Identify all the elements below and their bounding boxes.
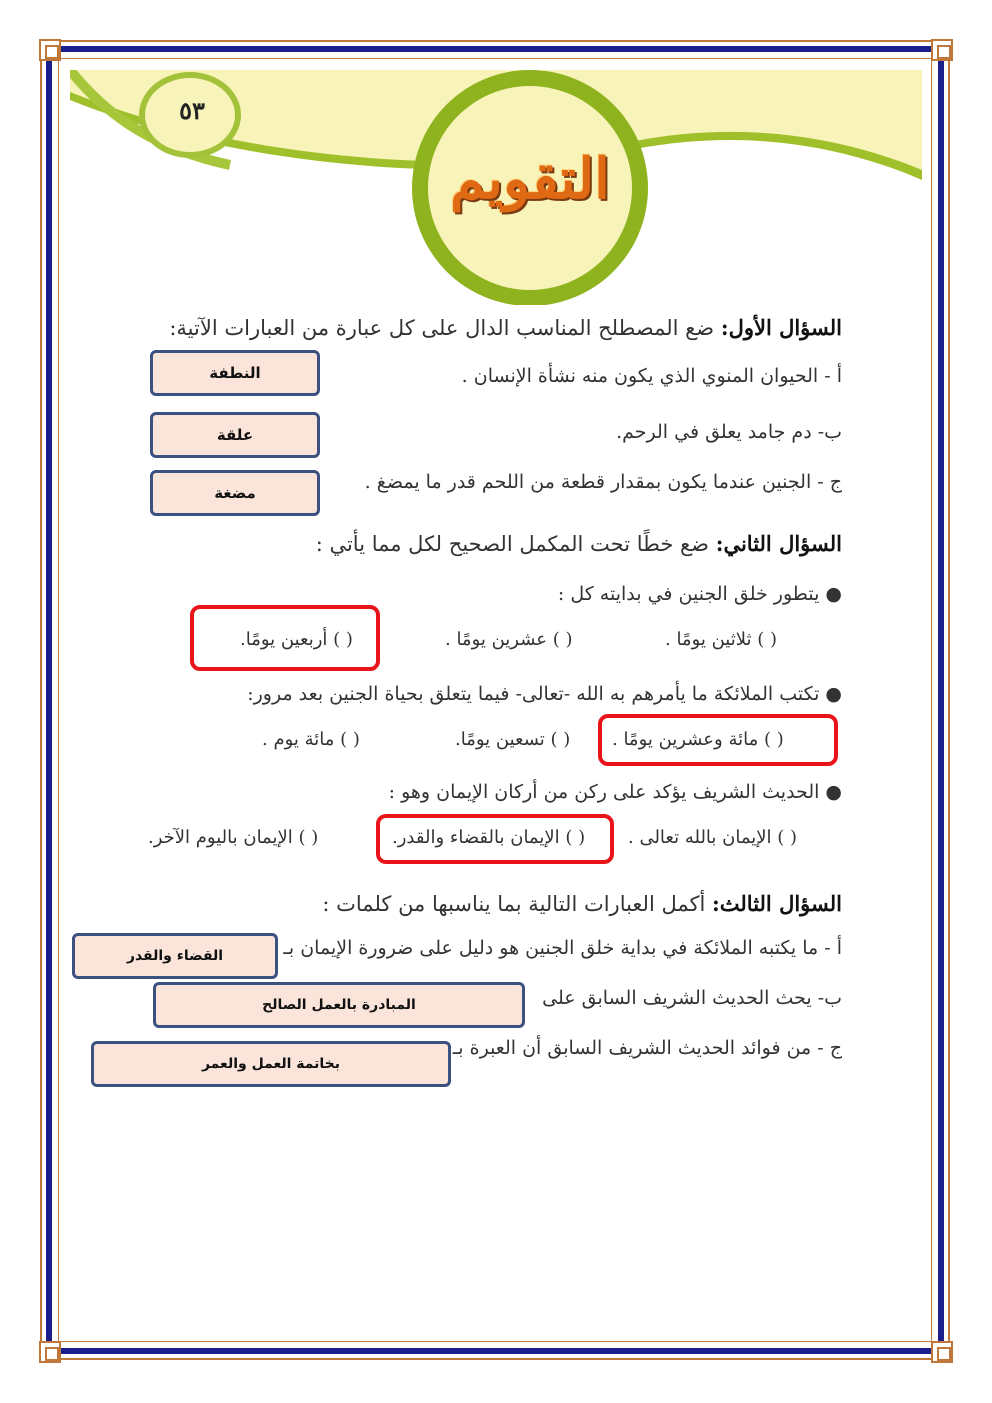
q1-item-c: ج - الجنين عندما يكون بمقدار قطعة من اللحم قدر ما يمضغ .: [364, 471, 842, 493]
q1-item-b: ب- دم جامد يعلق في الرحم.: [616, 421, 842, 443]
q2-item-2-stem: ● تكتب الملائكة ما يأمرهم به الله -تعالى- فيما يتعلق بحياة الجنين بعد مرور:: [247, 683, 842, 705]
q2-item-3-option-3[interactable]: ( ) الإيمان باليوم الآخر.: [148, 827, 319, 848]
page-title: التقويم: [450, 146, 610, 212]
answer-box-q1-c[interactable]: مضغة: [150, 470, 320, 516]
q2-item-1-option-1[interactable]: ( ) ثلاثين يومًا .: [665, 629, 777, 650]
answer-box-q1-b[interactable]: علقة: [150, 412, 320, 458]
q1-label: السؤال الأول:: [720, 315, 842, 340]
answer-box-q3-a[interactable]: القضاء والقدر: [72, 933, 278, 979]
selected-answer-highlight-q2-3: [376, 814, 614, 864]
q3-item-b: ب- يحث الحديث الشريف السابق على: [542, 987, 842, 1009]
q3-label: السؤال الثالث:: [712, 891, 842, 916]
q2-item-1-stem: ● يتطور خلق الجنين في بدايته كل :: [557, 583, 842, 605]
answer-box-q3-c[interactable]: بخاتمة العمل والعمر: [91, 1041, 451, 1087]
q2-item-3-stem: ● الحديث الشريف يؤكد على ركن من أركان الإيمان وهو :: [388, 781, 842, 803]
q2-prompt: ضع خطًا تحت المكمل الصحيح لكل مما يأتي :: [315, 532, 710, 556]
answer-box-q1-a[interactable]: النطفة: [150, 350, 320, 396]
q2-item-1-option-2[interactable]: ( ) عشرين يومًا .: [445, 629, 573, 650]
q3-item-c: ج - من فوائد الحديث الشريف السابق أن العبرة بـ: [452, 1037, 842, 1059]
selected-answer-highlight-q2-1: [190, 605, 380, 671]
q2-item-2-option-3[interactable]: ( ) مائة يوم .: [262, 729, 360, 750]
q1-heading: [169, 314, 842, 342]
corner-ornament-bottom-left: [39, 1341, 61, 1363]
q2-item-2-option-1[interactable]: ( ) مائة وعشرين يومًا .: [612, 729, 784, 750]
q1-prompt: ضع المصطلح المناسب الدال على كل عبارة من العبارات الآتية:: [169, 316, 715, 340]
corner-ornament-bottom-right: [931, 1341, 953, 1363]
q2-label: السؤال الثاني:: [715, 531, 842, 556]
corner-ornament-top-left: [39, 39, 61, 61]
q2-item-3-option-1[interactable]: ( ) الإيمان بالله تعالى .: [628, 827, 798, 848]
q2-item-2-option-2[interactable]: ( ) تسعين يومًا.: [455, 729, 571, 750]
q2-heading: [316, 530, 842, 558]
q3-prompt: أكمل العبارات التالية بما يناسبها من كلمات :: [322, 892, 706, 916]
corner-ornament-top-right: [931, 39, 953, 61]
q1-item-a: أ - الحيوان المنوي الذي يكون منه نشأة الإنسان .: [461, 365, 842, 387]
selected-answer-highlight-q2-2: [598, 714, 838, 766]
answer-box-q3-b[interactable]: المبادرة بالعمل الصالح: [153, 982, 525, 1028]
page-number: ٥٣: [179, 96, 205, 125]
q2-item-3-option-2[interactable]: ( ) الإيمان بالقضاء والقدر.: [392, 827, 586, 848]
q3-heading: [322, 890, 842, 918]
q2-item-1-option-3[interactable]: ( ) أربعين يومًا.: [240, 629, 353, 650]
q3-item-a: أ - ما يكتبه الملائكة في بداية خلق الجنين هو دليل على ضرورة الإيمان بـ: [283, 937, 842, 959]
